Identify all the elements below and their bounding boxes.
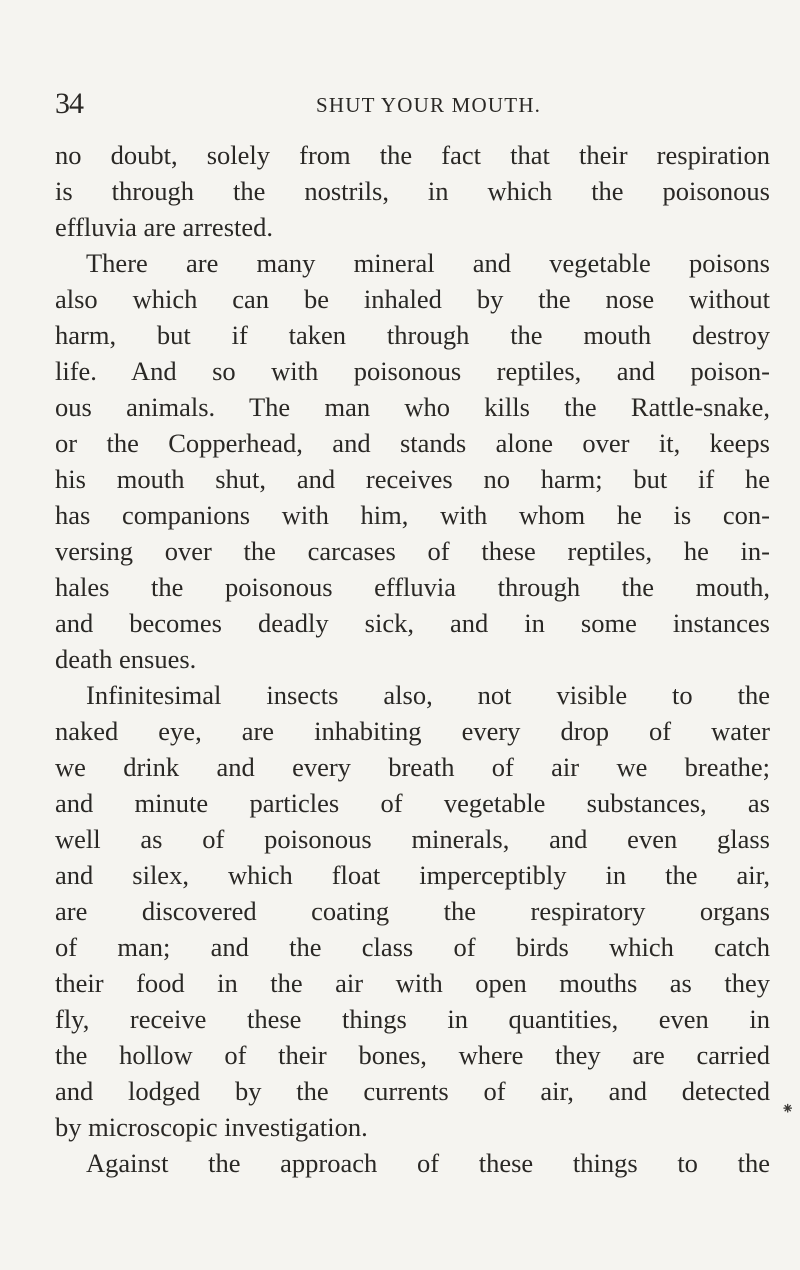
text-line: his mouth shut, and receives no harm; but if he — [55, 464, 770, 494]
text-line: the hollow of their bones, where they are carried — [55, 1040, 770, 1070]
text-line: hales the poisonous effluvia through the mouth, — [55, 572, 770, 602]
text-line: naked eye, are inhabiting every drop of water — [55, 716, 770, 746]
text-line: and becomes deadly sick, and in some instances — [55, 608, 770, 638]
running-head — [0, 84, 800, 124]
text-line: ous animals. The man who kills the Rattle-snake, — [55, 392, 770, 422]
text-line: death ensues. — [55, 644, 197, 674]
text-line: life. And so with poisonous reptiles, and poison- — [55, 356, 770, 386]
ink-speck-icon: ⁕ — [781, 1101, 795, 1118]
text-line: of man; and the class of birds which catch — [55, 932, 770, 962]
running-title: SHUT YOUR MOUTH. — [316, 93, 542, 117]
text-line: their food in the air with open mouths as they — [55, 968, 770, 998]
page-number: 34 — [55, 87, 83, 120]
text-line: and silex, which float imperceptibly in the air, — [55, 860, 770, 890]
text-line: we drink and every breath of air we breathe; — [55, 752, 770, 782]
text-line: by microscopic investigation. — [55, 1112, 368, 1142]
text-line: also which can be inhaled by the nose without — [55, 284, 770, 314]
text-line: and minute particles of vegetable substances, as — [55, 788, 770, 818]
text-line: and lodged by the currents of air, and detected — [55, 1076, 770, 1106]
text-line: Infinitesimal insects also, not visible to the — [86, 680, 770, 710]
text-line: versing over the carcases of these reptiles, he in- — [55, 536, 770, 566]
text-line: Against the approach of these things to the — [86, 1148, 770, 1178]
text-line: well as of poisonous minerals, and even glass — [55, 824, 770, 854]
text-line: is through the nostrils, in which the poisonous — [55, 176, 770, 206]
text-line: harm, but if taken through the mouth destroy — [55, 320, 770, 350]
text-line: fly, receive these things in quantities, even in — [55, 1004, 770, 1034]
text-line: has companions with him, with whom he is con- — [55, 500, 770, 530]
text-line: effluvia are arrested. — [55, 212, 274, 242]
text-line: There are many mineral and vegetable poisons — [86, 248, 770, 278]
text-line: or the Copperhead, and stands alone over it, keeps — [55, 428, 770, 458]
text-line: no doubt, solely from the fact that their respiration — [55, 140, 770, 170]
text-line: are discovered coating the respiratory organs — [55, 896, 770, 926]
